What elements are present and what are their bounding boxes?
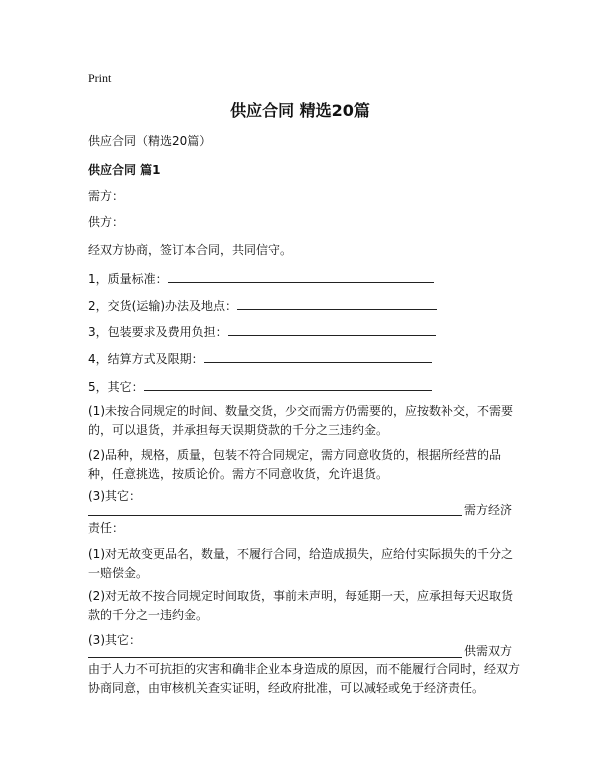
document-subtitle: 供应合同（精选20篇）	[88, 134, 212, 148]
seller-liability-2: (2)品种，规格，质量，包装不符合同规定，需方同意收货的，根据所经营的品种，任意挑选，按质论价。需方不同意收货，允许退货。	[88, 448, 502, 481]
document-title: 供应合同 精选20篇	[230, 101, 370, 120]
fill-rule	[88, 657, 462, 658]
clause-label: 5，其它：	[88, 380, 144, 394]
buyer-liability-tail: 需方经济	[464, 503, 513, 517]
clause-label: 4，结算方式及限期：	[88, 352, 204, 366]
clause-label: 3，包装要求及费用负担：	[88, 325, 228, 339]
seller-other-label: (3)其它：	[88, 489, 141, 503]
print-link[interactable]: Print	[88, 71, 112, 85]
buyer-label: 需方：	[88, 189, 125, 203]
buyer-other-label: (3)其它：	[88, 633, 141, 647]
fill-blank	[144, 378, 432, 391]
section-heading: 供应合同 篇1	[88, 163, 161, 177]
clause-label: 1，质量标准：	[88, 272, 168, 286]
clause-other	[88, 378, 432, 395]
force-majeure-text: 由于人力不可抗拒的灾害和确非企业本身造成的原因，而不能履行合同时，经双方协商同意，由审核机关查实证明，经政府批准，可以减轻或免于经济责任。	[88, 662, 521, 695]
buyer-liability-head: 责任：	[88, 521, 125, 535]
buyer-liability-2: (2)对无故不按合同规定时间取货，事前未声明，每延期一天，应承担每天迟取货款的千分之一违约金。	[88, 589, 514, 622]
clause-label: 2，交货(运输)办法及地点：	[88, 299, 237, 313]
fill-blank	[204, 350, 432, 363]
both-parties-tail: 供需双方	[464, 644, 513, 658]
buyer-liability-1: (1)对无故变更品名，数量，不履行合同，给造成损失，应给付实际损失的千分之一赔偿金。	[88, 547, 514, 580]
seller-label: 供方：	[88, 215, 125, 229]
fill-blank	[168, 270, 434, 283]
fill-blank	[228, 323, 436, 336]
clause-settlement	[88, 350, 432, 367]
fill-blank	[237, 297, 437, 310]
fill-rule	[88, 515, 462, 516]
clause-delivery	[88, 297, 437, 314]
clause-packaging	[88, 323, 436, 340]
seller-liability-1: (1)未按合同规定的时间、数量交货，少交而需方仍需要的，应按数补交，不需要的，可以退货，并承担每天误期贷款的千分之三违约金。	[88, 404, 514, 437]
clause-quality	[88, 270, 434, 287]
intro-text: 经双方协商，签订本合同，共同信守。	[88, 243, 293, 257]
